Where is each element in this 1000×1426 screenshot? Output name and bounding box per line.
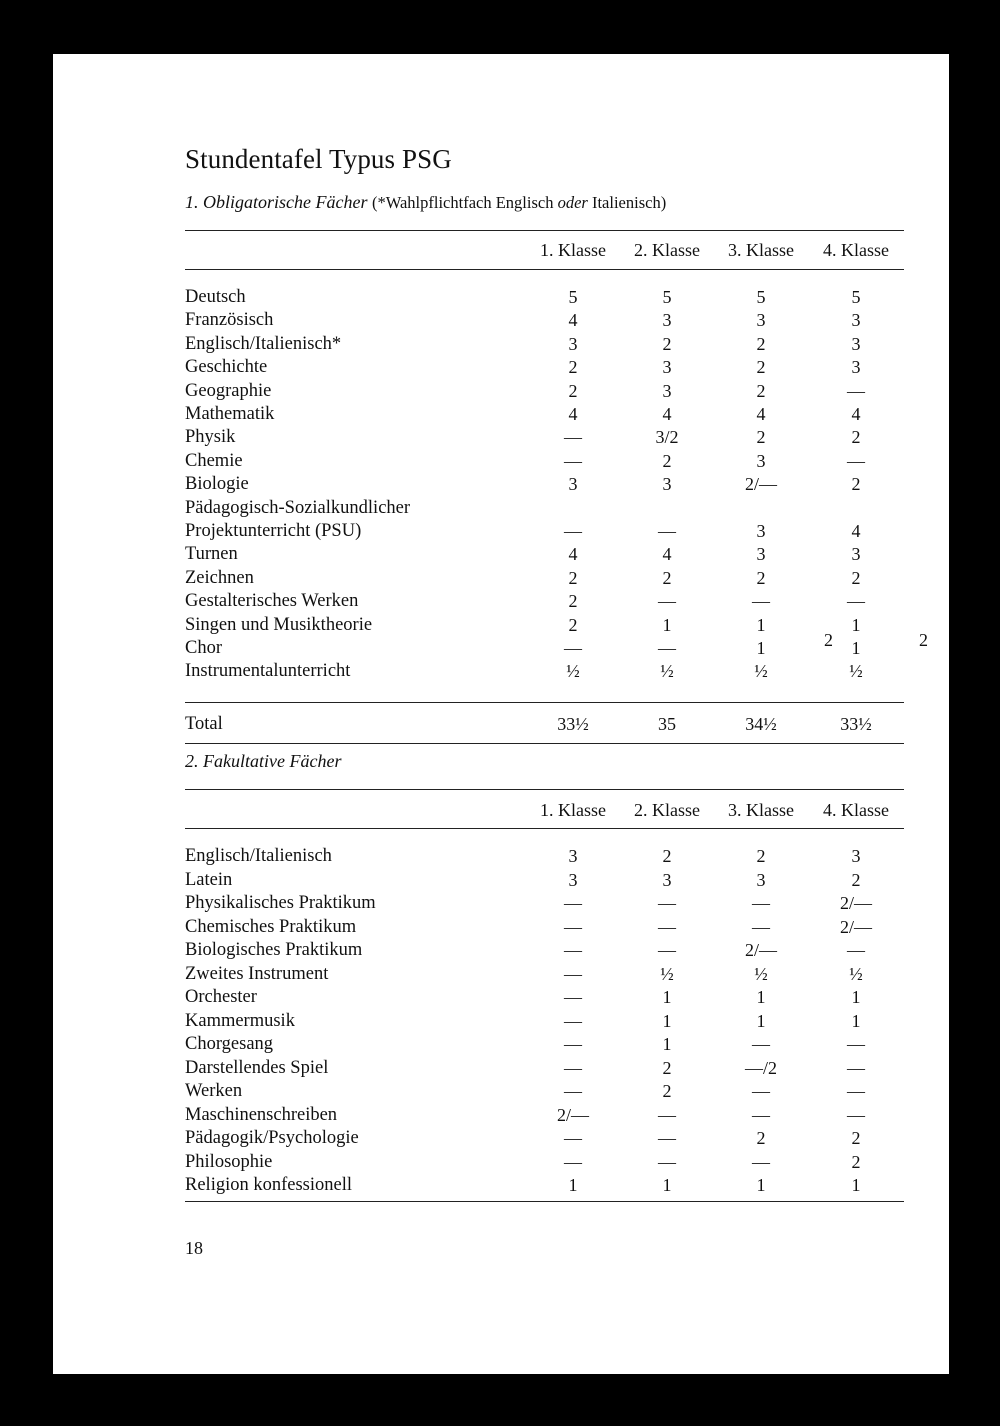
table1-cell-col3: 2: [756, 427, 766, 448]
table2-cell-col2: 2: [662, 1057, 672, 1078]
page-title: Stundentafel Typus PSG: [185, 144, 452, 174]
table2-row-label: Religion konfessionell: [185, 1175, 352, 1195]
table1-header-col1: 1. Klasse: [540, 240, 606, 260]
table1-total-col3: 34½: [745, 714, 777, 734]
table1-cell-col2: 2: [662, 567, 672, 588]
table1-row-label: Singen und Musiktheorie: [185, 614, 373, 635]
table1-cell-col1: —: [564, 638, 582, 658]
table2-cell-col4: 2/—: [839, 916, 872, 937]
table1-cell-col3: 3: [756, 450, 766, 471]
table1-cell-col3: 3: [756, 310, 766, 331]
table2-cell-col1: —: [564, 940, 582, 960]
table2-cell-col1: 2/—: [556, 1104, 589, 1125]
table1-cell-col2: 3/2: [655, 427, 679, 448]
table2-cell-col1: —: [564, 1128, 582, 1148]
table1-cell-col4: 2: [851, 474, 861, 495]
table2-cell-col4: —: [847, 1057, 865, 1078]
table1-cell-col3: 5: [756, 287, 766, 307]
table1-cell-col1: 2: [568, 567, 578, 588]
table1-total-rule-bottom: [185, 743, 904, 744]
table1-cell-col4: ½: [849, 661, 863, 682]
table1-cell-col3: 1: [756, 638, 766, 658]
table1-header-col4: 4. Klasse: [823, 240, 889, 260]
table2-cell-col2: —: [658, 1104, 676, 1125]
table1-cell-col4: 3: [851, 357, 861, 378]
table2-row-label: Werken: [185, 1081, 243, 1101]
table2-cell-col1: 3: [568, 869, 578, 890]
table2-row-label: Biologisches Praktikum: [185, 940, 363, 960]
table2-cell-col4: 2/—: [839, 893, 872, 913]
table1-cell-col4: 1: [851, 614, 861, 635]
table2-cell-col1: 1: [568, 1175, 578, 1195]
table1-row-label: Gestalterisches Werken: [185, 591, 359, 612]
table2-cell-col4: —: [847, 940, 865, 960]
table1-total-col4: 33½: [840, 714, 872, 734]
table2-row-label: Darstellendes Spiel: [185, 1057, 329, 1078]
table1-cell-col4: —: [847, 450, 865, 471]
table2-cell-col1: —: [564, 1057, 582, 1078]
table1-top-rule: [185, 230, 904, 231]
table2-cell-col1: 3: [568, 846, 578, 866]
document-page: [53, 54, 949, 1374]
table2-row-label: Physikalisches Praktikum: [185, 893, 376, 913]
table2-cell-col2: 3: [662, 869, 672, 890]
table1-cell-col1: 5: [568, 287, 578, 307]
table1-cell-col1: —: [564, 450, 582, 471]
table2-header-col3: 3. Klasse: [728, 800, 794, 820]
table1-row-label: Biologie: [185, 474, 249, 495]
table1-cell-col1: —: [564, 427, 582, 448]
table1-row-label: Deutsch: [185, 287, 246, 307]
table1-cell-col2: 4: [662, 404, 672, 424]
table1-cell-col1: 3: [568, 474, 578, 495]
table2-cell-col3: ½: [754, 963, 768, 984]
table1-cell-col2: 4: [662, 544, 672, 565]
table1-cell-col3: 2: [756, 380, 766, 401]
table1-row-label: Instrumentalunterricht: [185, 661, 351, 682]
table2-cell-col1: —: [564, 987, 582, 1007]
table1-row-label: Geschichte: [185, 357, 268, 378]
table1-cell-col4: —: [847, 380, 865, 401]
table2-cell-col2: —: [658, 1151, 676, 1172]
table2-top-rule: [185, 789, 904, 790]
table2-cell-col3: 3: [756, 869, 766, 890]
table2-cell-col3: —: [752, 1034, 770, 1054]
table1-cell-col1: 2: [568, 614, 578, 635]
table1-cell-col2: 1: [662, 614, 672, 635]
table1-cell-col3: 3: [756, 521, 766, 541]
table2-row-label: Philosophie: [185, 1151, 273, 1172]
table1-cell-col3: 2: [756, 567, 766, 588]
table1-cell-col4: 2: [851, 567, 861, 588]
page-number: 18: [185, 1238, 203, 1258]
table2-cell-col4: —: [847, 1104, 865, 1125]
table2-cell-col2: 1: [662, 1010, 672, 1031]
table1-cell-col3: 2/—: [744, 474, 777, 495]
table2-cell-col1: —: [564, 1081, 582, 1101]
table1-cell-col4: 3: [851, 333, 861, 354]
table2-row-label: Maschinenschreiben: [185, 1104, 338, 1125]
table2-cell-col1: —: [564, 1034, 582, 1054]
table1-total-col2: 35: [658, 714, 676, 734]
table2-cell-col4: —: [847, 1034, 865, 1054]
table1-row-label: Turnen: [185, 544, 238, 565]
section1-heading: [185, 192, 666, 213]
table2-row-label: Kammermusik: [185, 1010, 295, 1031]
table1-cell-col2: —: [658, 591, 676, 612]
table2-cell-col3: —/2: [744, 1057, 777, 1078]
table1-cell-col2: —: [658, 521, 676, 541]
table1-total-label: Total: [185, 714, 223, 734]
table1-header-rule: [185, 269, 904, 270]
table1-row-label: Mathematik: [185, 404, 275, 424]
table1-combined-note-col4: 2: [919, 630, 928, 650]
table1-cell-col3: 3: [756, 544, 766, 565]
table1-cell-col2: 3: [662, 474, 672, 495]
table1-row-label: Projektunterricht (PSU): [185, 521, 362, 541]
table2-cell-col3: 1: [756, 987, 766, 1007]
table2-cell-col2: 1: [662, 987, 672, 1007]
table2-cell-col4: 2: [851, 869, 861, 890]
table2-header-col1: 1. Klasse: [540, 800, 606, 820]
table2-cell-col4: —: [847, 1081, 865, 1101]
table2-bottom-rule: [185, 1201, 904, 1202]
table1-header-col3: 3. Klasse: [728, 240, 794, 260]
table2-header-col4: 4. Klasse: [823, 800, 889, 820]
table2-cell-col3: 2: [756, 1128, 766, 1148]
table2-cell-col2: —: [658, 893, 676, 913]
table1-cell-col2: 3: [662, 380, 672, 401]
table1-cell-col1: ½: [566, 661, 580, 682]
table1-row-label: Physik: [185, 427, 236, 448]
table1-cell-col4: 3: [851, 310, 861, 331]
table1-cell-col3: 2: [756, 357, 766, 378]
table1-cell-col1: 2: [568, 591, 578, 612]
table1-cell-col3: 4: [756, 404, 766, 424]
table1-cell-col1: 3: [568, 333, 578, 354]
table2-cell-col2: 2: [662, 846, 672, 866]
table2-cell-col3: 2: [756, 846, 766, 866]
section1-heading-note: [372, 193, 666, 212]
table1-cell-col3: 2: [756, 333, 766, 354]
table1-cell-col3: —: [752, 591, 770, 612]
table1-cell-col4: 4: [851, 521, 861, 541]
table2-cell-col4: 1: [851, 1175, 861, 1195]
note-italic: oder: [557, 193, 588, 212]
table1-header-col2: 2. Klasse: [634, 240, 700, 260]
table1-cell-col1: 4: [568, 310, 578, 331]
table2-cell-col2: 2: [662, 1081, 672, 1101]
table2-cell-col2: —: [658, 1128, 676, 1148]
table1-cell-col4: 5: [851, 287, 861, 307]
table2-cell-col2: ½: [660, 963, 674, 984]
table2-cell-col4: 1: [851, 987, 861, 1007]
table1-cell-col4: 1: [851, 638, 861, 658]
table2-row-label: Zweites Instrument: [185, 963, 329, 984]
section2-heading-title: 2. Fakultative Fächer: [185, 751, 342, 771]
table2-cell-col2: —: [658, 916, 676, 937]
table2-cell-col4: 2: [851, 1151, 861, 1172]
table2-cell-col1: —: [564, 1151, 582, 1172]
table1-cell-col3: ½: [754, 661, 768, 682]
table2-row-label: Pädagogik/Psychologie: [185, 1128, 359, 1148]
table1-combined-note-col3: 2: [824, 630, 833, 650]
note-post: Italienisch): [587, 193, 667, 212]
table2-row-label: Chemisches Praktikum: [185, 916, 357, 937]
table1-cell-col2: —: [658, 638, 676, 658]
table1-cell-col4: 3: [851, 544, 861, 565]
table2-cell-col3: —: [752, 1081, 770, 1101]
table1-row-label: Französisch: [185, 310, 274, 331]
table1-row-label: Chor: [185, 638, 222, 658]
table1-total-rule-top: [185, 702, 904, 703]
table1-row-label: Geographie: [185, 380, 272, 401]
table2-cell-col3: 1: [756, 1010, 766, 1031]
table2-cell-col3: 1: [756, 1175, 766, 1195]
table2-header-col2: 2. Klasse: [634, 800, 700, 820]
table1-cell-col1: 4: [568, 544, 578, 565]
table1-cell-col2: 3: [662, 310, 672, 331]
table2-cell-col2: 1: [662, 1034, 672, 1054]
table1-cell-col2: 3: [662, 357, 672, 378]
table2-row-label: Englisch/Italienisch: [185, 846, 332, 866]
table2-row-label: Orchester: [185, 987, 257, 1007]
table1-cell-col1: —: [564, 521, 582, 541]
note-pre: (*Wahlpflichtfach Englisch: [371, 193, 558, 212]
section2-heading: [185, 751, 341, 772]
table1-row-label: Zeichnen: [185, 567, 254, 588]
table2-cell-col3: —: [752, 1151, 770, 1172]
table2-cell-col3: —: [752, 893, 770, 913]
table2-cell-col3: 2/—: [744, 940, 777, 960]
section1-heading-title: 1. Obligatorische Fächer: [185, 192, 368, 212]
table2-cell-col4: 2: [851, 1128, 861, 1148]
table1-total-col1: 33½: [557, 714, 589, 734]
table2-cell-col2: —: [658, 940, 676, 960]
table1-cell-col1: 4: [568, 404, 578, 424]
table1-row-label: Pädagogisch-Sozialkundlicher: [185, 497, 411, 518]
table1-row-label: Chemie: [185, 450, 243, 471]
table1-cell-col1: 2: [568, 357, 578, 378]
table2-cell-col3: —: [752, 916, 770, 937]
table1-row-label: Englisch/Italienisch*: [185, 333, 342, 354]
table2-cell-col4: 3: [851, 846, 861, 866]
table1-cell-col3: 1: [756, 614, 766, 635]
table2-cell-col3: —: [752, 1104, 770, 1125]
table2-cell-col4: 1: [851, 1010, 861, 1031]
table1-cell-col4: 4: [851, 404, 861, 424]
table1-cell-col1: 2: [568, 380, 578, 401]
table2-cell-col1: —: [564, 893, 582, 913]
table1-cell-col4: 2: [851, 427, 861, 448]
table2-cell-col1: —: [564, 916, 582, 937]
table1-cell-col2: ½: [660, 661, 674, 682]
table1-cell-col2: 2: [662, 450, 672, 471]
table1-cell-col2: 5: [662, 287, 672, 307]
table2-cell-col2: 1: [662, 1175, 672, 1195]
table2-cell-col1: —: [564, 1010, 582, 1031]
table2-cell-col4: ½: [849, 963, 863, 984]
table1-cell-col4: —: [847, 591, 865, 612]
table2-row-label: Latein: [185, 869, 233, 890]
table2-cell-col1: —: [564, 963, 582, 984]
table2-header-rule: [185, 828, 904, 829]
table1-cell-col2: 2: [662, 333, 672, 354]
table2-row-label: Chorgesang: [185, 1034, 274, 1054]
